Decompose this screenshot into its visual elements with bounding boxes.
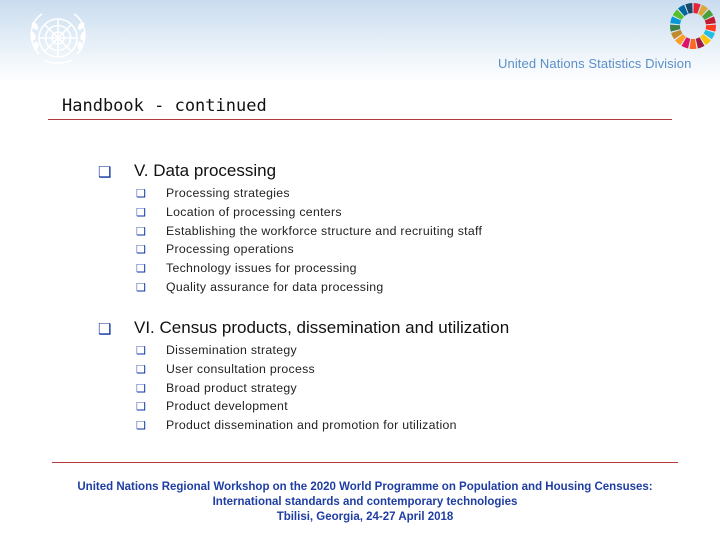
list-item-text: Processing operations — [166, 242, 294, 257]
checkbox-bullet-icon: ❑ — [136, 263, 146, 276]
title-divider — [48, 119, 672, 120]
checkbox-bullet-icon: ❑ — [136, 281, 146, 294]
list-item-text: Technology issues for processing — [166, 261, 357, 276]
list-item-text: Establishing the workforce structure and recruiting staff — [166, 223, 483, 238]
checkbox-bullet-icon: ❑ — [136, 345, 146, 357]
footer-divider — [52, 462, 678, 463]
footer-line-subtitle: International standards and contemporary technologies — [212, 496, 518, 508]
list-item-text: Dissemination strategy — [166, 343, 297, 357]
checkbox-bullet-icon: ❑ — [98, 321, 112, 338]
checkbox-bullet-icon: ❑ — [98, 164, 112, 181]
list-item-text: Product development — [166, 399, 288, 414]
checkbox-bullet-icon: ❑ — [136, 188, 146, 200]
list-item-text: Broad product strategy — [166, 380, 298, 395]
footer-line-event: United Nations Regional Workshop on the 2020 World Programme on Population and Housing Censuses: — [77, 481, 653, 493]
checkbox-bullet-icon: ❑ — [136, 401, 146, 414]
checkbox-bullet-icon: ❑ — [136, 382, 146, 395]
division-name: United Nations Statistics Division — [498, 56, 692, 71]
list-item-text: Product dissemination and promotion for utilization — [166, 418, 457, 433]
list-item-text: Processing strategies — [166, 186, 290, 200]
page-title: Handbook - continued — [62, 96, 267, 116]
footer-line-location-date: Tbilisi, Georgia, 24-27 April 2018 — [276, 511, 454, 523]
checkbox-bullet-icon: ❑ — [136, 363, 146, 376]
sdg-wheel-segment — [689, 39, 696, 49]
list-item-text: Location of processing centers — [166, 204, 342, 219]
sdg-wheel-icon — [668, 1, 718, 51]
un-emblem-icon — [22, 8, 94, 72]
section-title: VI. Census products, dissemination and utilization — [134, 318, 510, 337]
list-item-text: Quality assurance for data processing — [166, 279, 384, 294]
checkbox-bullet-icon: ❑ — [136, 225, 146, 238]
checkbox-bullet-icon: ❑ — [136, 244, 146, 257]
footer — [40, 480, 690, 525]
header-banner — [0, 0, 720, 82]
list-item-text: User consultation process — [166, 361, 315, 376]
checkbox-bullet-icon: ❑ — [136, 206, 146, 219]
section-title: V. Data processing — [134, 161, 277, 180]
checkbox-bullet-icon: ❑ — [136, 420, 146, 433]
